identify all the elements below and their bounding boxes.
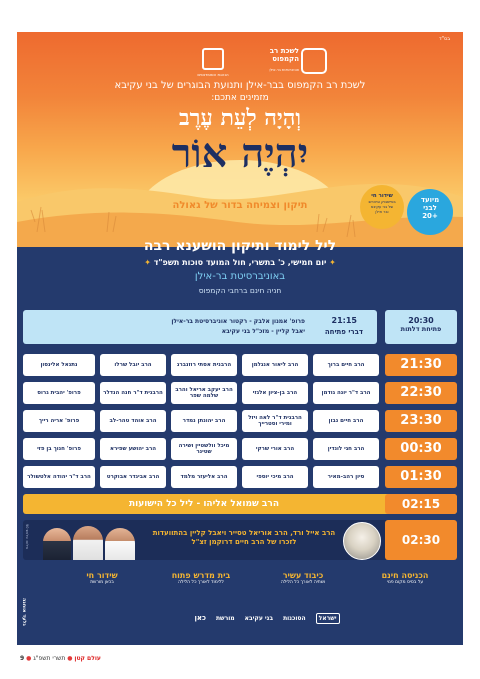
tagline: תיקון וצמיחה בדור של גאולה bbox=[172, 200, 308, 211]
speaker-cell: הרב חיים ברוך bbox=[313, 354, 379, 376]
finale-row-2 bbox=[23, 520, 457, 560]
speaker-cell: הרב חגי לונדין bbox=[313, 438, 379, 460]
speaker-cell: הרב בן-ציון אלגזי bbox=[242, 382, 308, 404]
schedule-row bbox=[23, 466, 457, 488]
flyer bbox=[17, 32, 463, 645]
speaker-cell: הרב יהונתן נמדר bbox=[171, 410, 237, 432]
speaker-cell: פרופ' אריה רייך bbox=[23, 410, 95, 432]
speaker-cell: פרופ' יהבית גרוס bbox=[23, 382, 95, 404]
refreshments-title: כיבוד עשיר bbox=[282, 571, 324, 580]
beit-midrash-sub: ללימוד לאורך כל הלילה bbox=[178, 580, 224, 585]
sponsor-logos bbox=[167, 610, 367, 626]
finale-1-text: הרב שמואל אליהו - ליל כל הישועות bbox=[128, 499, 280, 509]
photo-credit: צילום: פלאש 90 bbox=[25, 524, 29, 549]
speaker-cell: הרב יהושע שפירא bbox=[100, 438, 166, 460]
speaker-cell: הרב אורי שרקי bbox=[242, 438, 308, 460]
free-entry-sub: על בסיס מקום פנוי bbox=[386, 580, 424, 585]
opening-info-box bbox=[23, 310, 377, 344]
event-venue: באוניברסיטת בר-אילן bbox=[194, 271, 286, 282]
sponsor-logo: הסוכנות bbox=[283, 614, 306, 622]
campus-logo-text: לשכת רב הקמפוס bbox=[269, 47, 299, 63]
event-title: ליל לימוד ותיקון הושענא רבה bbox=[143, 238, 337, 254]
schedule-row bbox=[23, 438, 457, 460]
title-top: וְהָיָה לְעֵת עֶרֶב bbox=[178, 105, 302, 131]
live-badge-line1: שידור חי bbox=[371, 193, 393, 199]
opening-time: 21:15 bbox=[331, 316, 357, 325]
speaker-cell: פרופ' חנוך בן פזי bbox=[23, 438, 95, 460]
live-badge-line3: של בני עקיבא bbox=[370, 204, 394, 209]
doors-box bbox=[385, 310, 457, 344]
corner-label: בס"ד bbox=[439, 36, 451, 42]
free-entry bbox=[355, 571, 455, 585]
schedule-row bbox=[23, 410, 457, 432]
speaker-cell: הרב ליאור אנגלמן bbox=[242, 354, 308, 376]
opening-row bbox=[23, 310, 457, 344]
live-badge-line4: ובר אילן bbox=[375, 209, 389, 214]
speaker-cell: הרב חיים נבון bbox=[313, 410, 379, 432]
footer-brand: עולם קטן bbox=[74, 655, 101, 662]
sponsor-logo: מורשת bbox=[215, 614, 235, 622]
open-beit-midrash bbox=[151, 571, 251, 585]
finale-2-time: 02:30 bbox=[385, 520, 457, 560]
refreshments-sub: ושתיה לאורך כל הלילה bbox=[280, 580, 326, 585]
organizers-line: לשכת רב הקמפוס בבר-אילן ותנועת הבוגרים של בני עקיבא bbox=[114, 80, 366, 91]
student-union-logo bbox=[197, 46, 229, 80]
event-parking: חניה חינם ברחבי הקמפוס bbox=[198, 286, 282, 295]
free-entry-title: הכניסה חינם bbox=[381, 571, 429, 580]
refreshments bbox=[253, 571, 353, 585]
finale-row-1 bbox=[23, 494, 457, 514]
age-badge-line3: +20 bbox=[422, 212, 438, 220]
invite-line: מזמינים אתכם: bbox=[211, 93, 269, 103]
student-union-icon bbox=[202, 48, 224, 70]
speaker-cell: הרב יעקב אריאל והרב שלמה שפר bbox=[171, 382, 237, 404]
opening-speaker-1: פרופ' אמנון אלבק - רקטור אוניברסיטת בר-אילן bbox=[171, 318, 305, 325]
age-badge-line1: מיועד bbox=[420, 196, 440, 204]
session-time: 00:30 bbox=[385, 438, 457, 460]
speaker-cell: הרבנית אסתי רוזנברג bbox=[171, 354, 237, 376]
live-broadcast-badge bbox=[360, 185, 404, 229]
drukman-portrait bbox=[343, 522, 381, 560]
event-date-text: יום חמישי, כ' בתשרי, חול המועד סוכות תשפ"ד bbox=[153, 258, 327, 267]
speaker-photo-1 bbox=[43, 528, 71, 560]
sponsor-logo: בני עקיבא bbox=[244, 614, 274, 622]
session-time: 21:30 bbox=[385, 354, 457, 376]
speakers-photo bbox=[41, 522, 139, 560]
campus-rabbi-logo bbox=[237, 46, 327, 80]
doors-label: פתיחת דלתות bbox=[400, 325, 442, 333]
side-label: גלעד אוחנה bbox=[21, 598, 27, 626]
doors-time: 20:30 bbox=[408, 316, 434, 325]
speaker-cell: הרב אוהד טהר-לב bbox=[100, 410, 166, 432]
speaker-photo-2 bbox=[73, 526, 103, 560]
speaker-cell: הרב אביגדר אבוקרט bbox=[100, 466, 166, 488]
opening-speaker-2: יאבל קליין - מזכ"ל בני עקיבא bbox=[221, 328, 305, 335]
live-broadcast-sub: בכאן מורשת bbox=[90, 580, 114, 585]
event-date: ✦ יום חמישי, כ' בתשרי, חול המועד סוכות תשפ"ד ✦ bbox=[144, 258, 336, 267]
footer-issue: תשרי תשפ"ג bbox=[33, 655, 66, 662]
speaker-cell: הרבנית ד"ר חנה הנדלר bbox=[100, 382, 166, 404]
opening-label: דברי פתיחה bbox=[324, 328, 363, 336]
speaker-cell: הרב ד"ר יונה גודמן bbox=[313, 382, 379, 404]
finale-1-time: 02:15 bbox=[385, 494, 457, 514]
schedule-row bbox=[23, 354, 457, 376]
session-time: 23:30 bbox=[385, 410, 457, 432]
age-badge-line2: לבני bbox=[423, 204, 437, 212]
title-main: יִהְיֶה אוֹר bbox=[171, 130, 309, 177]
campus-logo-sub: אוניברסיטת בר-אילן bbox=[269, 68, 299, 72]
schedule-row bbox=[23, 382, 457, 404]
speaker-cell: נתנאל אלינסון bbox=[23, 354, 95, 376]
speaker-photo-3 bbox=[105, 528, 135, 560]
session-time: 01:30 bbox=[385, 466, 457, 488]
speaker-cell: הרב יובל שרלו bbox=[100, 354, 166, 376]
speaker-cell: מיכל וולשטיין ושירה שטינר bbox=[171, 438, 237, 460]
speaker-cell: הרב אליעזר מלמד bbox=[171, 466, 237, 488]
session-time: 22:30 bbox=[385, 382, 457, 404]
beit-midrash-title: בית מדרש פתוח bbox=[171, 571, 231, 580]
finale-2-text: הרב אייל ורד, הרב אוריאל טסייר ויאבל קליין בהתוועדות לזכרו של הרב חיים דרוקמן זצ"ל bbox=[152, 529, 336, 547]
speaker-cell: סיון רהב-מאיר bbox=[313, 466, 379, 488]
page-number: 9 bbox=[20, 655, 25, 662]
page-footer: 9 ● עולם קטן ● תשרי תשפ"ג bbox=[20, 655, 101, 662]
sponsor-logo: ישראל bbox=[316, 613, 340, 624]
age-badge bbox=[407, 189, 453, 235]
live-broadcast bbox=[57, 571, 147, 585]
campus-logo-icon bbox=[301, 48, 327, 74]
sponsor-logo: כאן bbox=[194, 614, 206, 622]
student-union-caption: הנהגת הסטודנטים bbox=[197, 72, 229, 77]
speaker-cell: הרב ד"ר יהודה אלטשולר bbox=[23, 466, 95, 488]
speaker-cell: הרבנית ד"ר לאה ויזל ומירי וסטרייך bbox=[242, 410, 308, 432]
live-badge-line2: בפייסבוק וביוטיוב bbox=[368, 199, 396, 204]
live-broadcast-title: שידור חי bbox=[86, 571, 118, 580]
speaker-cell: הרב מיכי יוספי bbox=[242, 466, 308, 488]
